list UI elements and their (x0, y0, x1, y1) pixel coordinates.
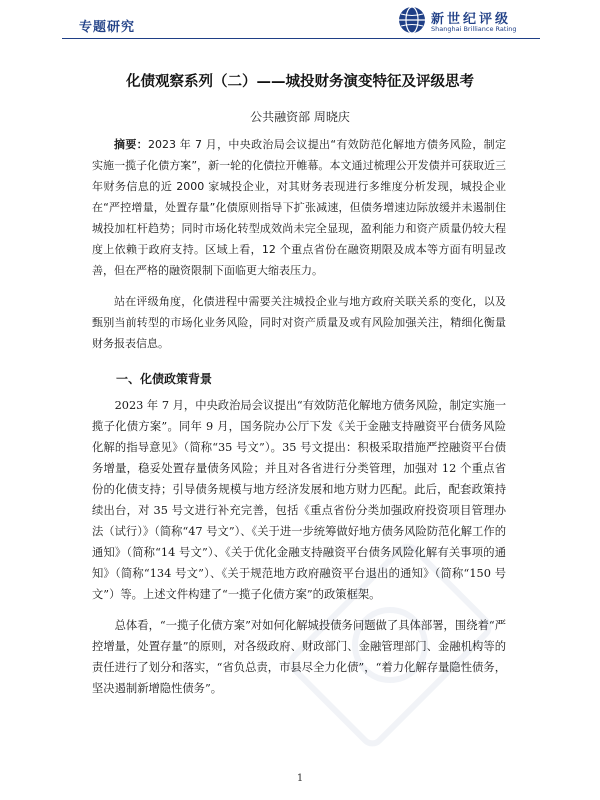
page-header (0, 0, 600, 44)
logo-chinese-name: 新世纪评级 (431, 12, 512, 27)
section-heading: 一、化债政策背景 (116, 372, 213, 386)
abstract-text: 2023 年 7 月，中央政治局会议提出“有效防范化解地方债务风险，制定实施一揽子化债方案”，新一轮的化债拉开帷幕。本文通过梳理公开发债并可获取近三年财务信息的近 2000 家城投企业，对其财务表现进行多维度分析发现，城投企业在“严控增量，处置存量”化债原则指导下扩张减速，但债务增速边际放缓并未遏制住城投加杠杆趋势；同时市场化转型成效尚未完全显现，盈利能力和资产质量仍较大程度上依赖于政府支持。区域上看，12 个重点省份在融资期限及成本等方面有明显改善，但在严格的融资限制下面临更大缩表压力。 (92, 138, 506, 277)
logo-english-name: Shanghai Brilliance Rating (431, 25, 517, 33)
document-title: 化债观察系列（二）——城投财务演变特征及评级思考 (126, 74, 474, 90)
globe-logo-icon (398, 6, 426, 34)
body-paragraph-1: 2023 年 7 月，中央政治局会议提出“有效防范化解地方债务风险，制定实施一揽子化债方案”。同年 9 月，国务院办公厅下发《关于金融支持融资平台债务风险化解的指导意见》（简称“35 号文”）。35 号文提出：积极采取措施严控融资平台债务增量，稳妥处置存量债务风险；并且对各省进行分类管理，加强对 12 个重点省份的化债支持；引导债务规模与地方经济发展和地方财力匹配。此后，配套政策持续出台，对 35 号文进行补充完善，包括《重点省份分类加强政府投资项目管理办法（试行）》（简称“47 号文”）、《关于进一步统筹做好地方债务风险防范化解工作的通知》（简称“14 号文”）、《关于优化金融支持融资平台债务风险化解有关事项的通知》（简称“134 号文”）、《关于规范地方政府融资平台退出的通知》（简称“150 号文”）等。上述文件构建了“一揽子化债方案”的政策框架。 (92, 399, 506, 601)
brand-logo (398, 6, 538, 38)
page-number: 1 (296, 773, 304, 784)
section-label: 专题研究 (79, 20, 136, 35)
abstract-paragraph (92, 134, 506, 281)
header-rule (62, 38, 540, 39)
abstract-label: 摘要： (114, 138, 148, 151)
author-line: 公共融资部 周晓庆 (250, 110, 350, 124)
key-view-paragraph: 站在评级角度，化债进程中需要关注城投企业与地方政府关联关系的变化，以及甄别当前转型的市场化业务风险，同时对资产质量及或有风险加强关注，精细化衡量财务报表信息。 (92, 295, 506, 350)
body-paragraph-2: 总体看，“一揽子化债方案”对如何化解城投债务问题做了具体部署，围绕着“严控增量，处置存量”的原则，对各级政府、财政部门、金融管理部门、金融机构等的责任进行了划分和落实，“省负总责，市县尽全力化债”，“着力化解存量隐性债务，坚决遏制新增隐性债务”。 (92, 619, 506, 695)
